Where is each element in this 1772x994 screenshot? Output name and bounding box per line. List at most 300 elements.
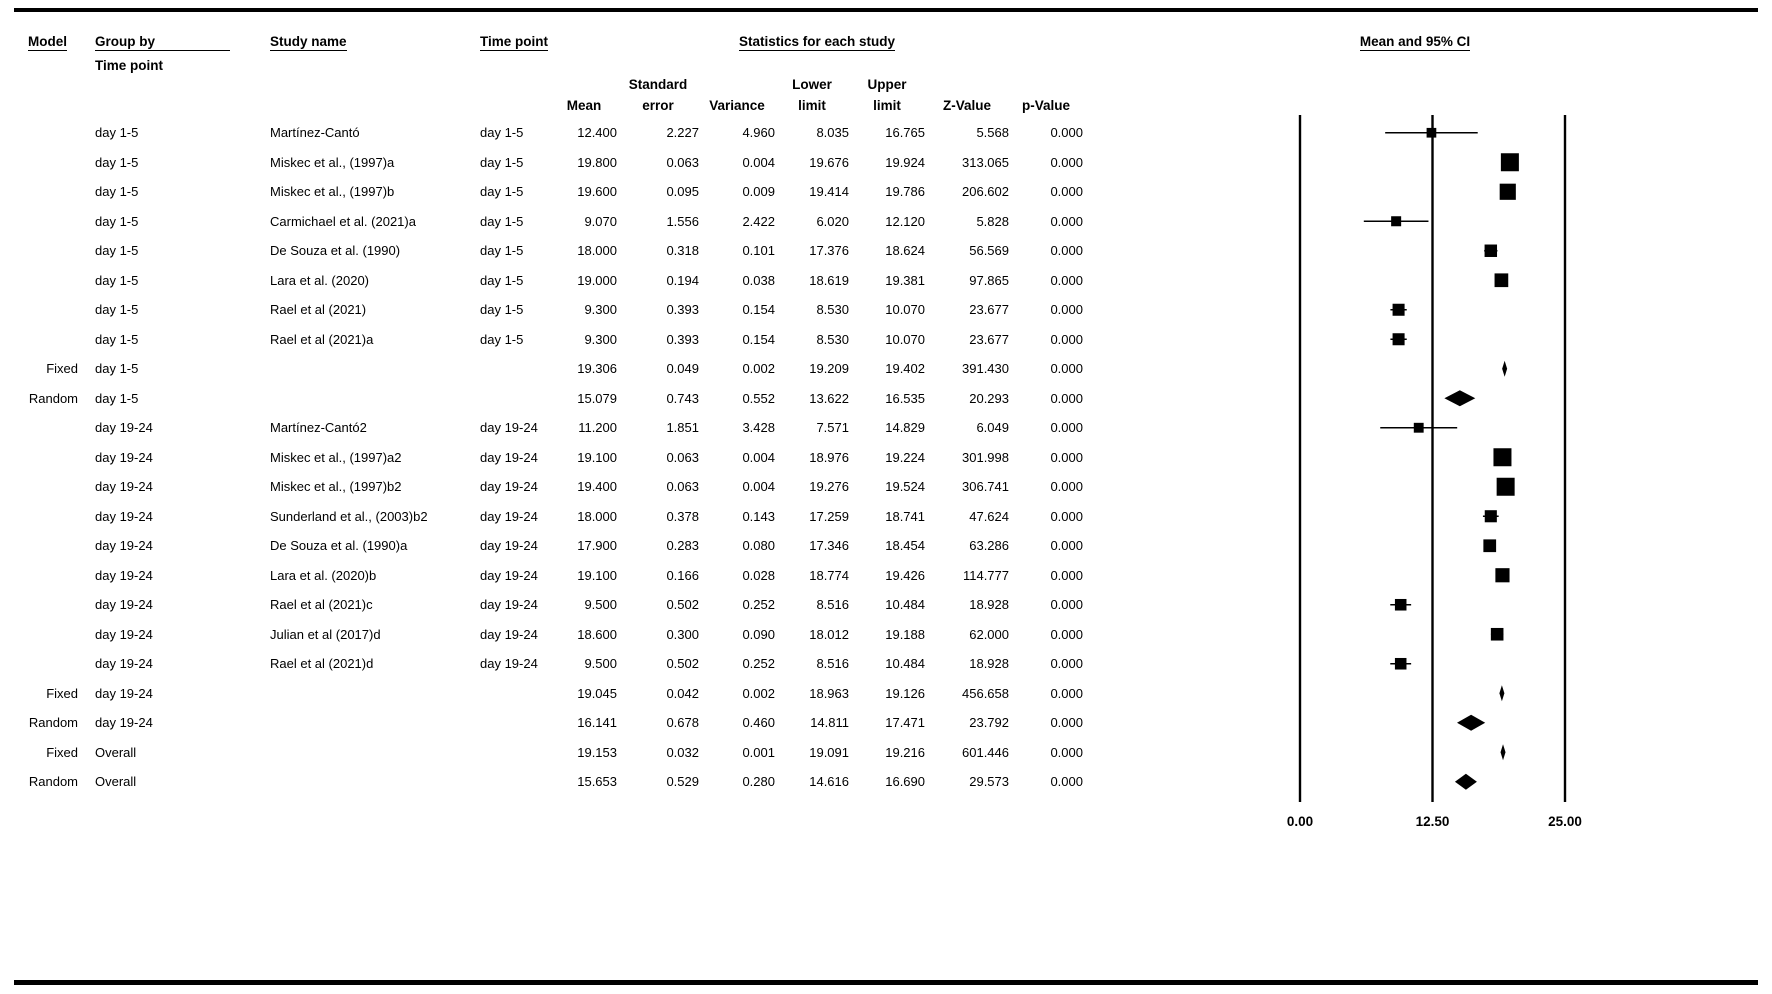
- cell-standard-error: 0.300: [666, 626, 699, 642]
- cell-z-value: 206.602: [962, 184, 1009, 199]
- cell-variance: 0.154: [742, 302, 775, 317]
- cell-z-value: 301.998: [962, 449, 1009, 465]
- bottom-rule: [14, 980, 1758, 985]
- table-row: [0, 207, 1083, 237]
- cell-p-value: 0.000: [1050, 656, 1083, 671]
- cell-lower-limit: 14.616: [809, 774, 849, 789]
- z-value-column-header: [925, 64, 1009, 116]
- cell-group: day 1-5: [95, 390, 139, 406]
- table-row: [0, 738, 1083, 768]
- cell-time: day 1-5: [480, 243, 524, 258]
- cell-lower-limit: 19.276: [809, 479, 849, 494]
- cell-mean: 18.000: [577, 243, 617, 258]
- cell-z-value: 18.928: [969, 597, 1009, 612]
- cell-z-value: 114.777: [962, 567, 1009, 583]
- cell-p-value: 0.000: [1050, 774, 1083, 789]
- forest-plot: [1130, 110, 1750, 850]
- cell-standard-error: 0.095: [666, 184, 699, 199]
- cell-standard-error: 0.318: [666, 243, 699, 258]
- cell-upper-limit: 18.741: [885, 508, 925, 524]
- cell-mean: 19.600: [577, 184, 617, 199]
- table-row: [0, 236, 1083, 266]
- cell-time: [463, 767, 551, 797]
- cell-upper-limit: 12.120: [885, 213, 925, 229]
- cell-study: De Souza et al. (1990): [270, 243, 401, 258]
- standard-error-column-header: [617, 64, 699, 116]
- cell-time: day 1-5: [480, 302, 524, 317]
- cell-p-value: 0.000: [1050, 538, 1083, 553]
- cell-model: [18, 413, 78, 443]
- study-marker: [1391, 216, 1401, 226]
- cell-standard-error: 0.063: [666, 449, 699, 465]
- cell-standard-error: 2.227: [666, 125, 699, 140]
- cell-upper-limit: 18.624: [885, 243, 925, 258]
- cell-group: day 19-24: [95, 449, 153, 465]
- cell-mean: 15.653: [577, 774, 617, 789]
- cell-model: [18, 148, 78, 178]
- cell-variance: 0.252: [742, 597, 775, 612]
- cell-time: day 1-5: [480, 272, 524, 288]
- cell-standard-error: 1.851: [666, 420, 699, 435]
- cell-p-value: 0.000: [1050, 715, 1083, 730]
- cell-standard-error: 0.283: [666, 538, 699, 553]
- table-row: [0, 620, 1083, 650]
- cell-upper-limit: 14.829: [885, 420, 925, 435]
- table-row: [0, 708, 1083, 738]
- cell-standard-error: 0.063: [666, 479, 699, 494]
- standard-error-line2: error: [642, 98, 674, 113]
- pooled-diamond: [1501, 744, 1506, 760]
- cell-study: Lara et al. (2020): [270, 272, 370, 288]
- plot-section-title: Mean and 95% CI: [1359, 34, 1471, 49]
- cell-group: day 1-5: [95, 331, 139, 347]
- p-value-column-header: [1009, 64, 1083, 116]
- cell-standard-error: 0.166: [666, 567, 699, 583]
- cell-upper-limit: 19.786: [885, 184, 925, 199]
- cell-p-value: 0.000: [1050, 420, 1083, 435]
- cell-lower-limit: 18.976: [809, 449, 849, 465]
- cell-study: [253, 354, 463, 384]
- cell-variance: 3.428: [742, 420, 775, 435]
- cell-mean: 19.100: [577, 567, 617, 583]
- cell-model: [18, 502, 78, 532]
- cell-standard-error: 0.678: [666, 715, 699, 730]
- cell-z-value: 47.624: [969, 508, 1009, 524]
- top-rule: [14, 8, 1758, 12]
- cell-p-value: 0.000: [1050, 154, 1083, 170]
- cell-time: day 19-24: [480, 567, 538, 583]
- cell-variance: 0.002: [742, 685, 775, 701]
- cell-variance: 0.001: [742, 744, 775, 760]
- cell-lower-limit: 18.774: [809, 567, 849, 583]
- cell-standard-error: 0.378: [666, 508, 699, 524]
- cell-model: [18, 443, 78, 473]
- cell-standard-error: 0.393: [666, 331, 699, 347]
- study-marker: [1427, 128, 1437, 138]
- cell-study: Rael et al (2021)c: [270, 597, 373, 612]
- cell-lower-limit: 8.035: [816, 125, 849, 140]
- cell-mean: 18.000: [577, 508, 617, 524]
- cell-upper-limit: 19.126: [885, 685, 925, 701]
- cell-z-value: 5.568: [976, 125, 1009, 140]
- cell-standard-error: 0.049: [666, 361, 699, 376]
- pooled-diamond: [1502, 361, 1507, 377]
- cell-z-value: 62.000: [969, 626, 1009, 642]
- cell-study: Sunderland et al., (2003)b2: [270, 508, 428, 524]
- cell-p-value: 0.000: [1050, 390, 1083, 406]
- cell-lower-limit: 17.376: [809, 243, 849, 258]
- cell-mean: 12.400: [577, 125, 617, 140]
- cell-p-value: 0.000: [1050, 331, 1083, 347]
- group-by-header: [95, 34, 230, 51]
- cell-lower-limit: 18.963: [809, 685, 849, 701]
- upper-limit-line1: Upper: [867, 77, 907, 92]
- cell-mean: 19.000: [577, 272, 617, 288]
- cell-variance: 0.004: [742, 154, 775, 170]
- table-row: [0, 443, 1083, 473]
- cell-group: day 1-5: [95, 243, 139, 258]
- table-row: [0, 472, 1083, 502]
- cell-lower-limit: 17.346: [809, 538, 849, 553]
- cell-upper-limit: 19.381: [885, 272, 925, 288]
- cell-z-value: 56.569: [969, 243, 1009, 258]
- cell-group: day 19-24: [95, 685, 153, 701]
- cell-model: [18, 472, 78, 502]
- cell-standard-error: 0.502: [666, 656, 699, 671]
- table-row: [0, 118, 1083, 148]
- cell-upper-limit: 10.484: [885, 597, 925, 612]
- lower-limit-column-header: [775, 64, 849, 116]
- cell-mean: 9.070: [584, 213, 617, 229]
- cell-mean: 9.500: [584, 656, 617, 671]
- cell-time: [463, 679, 551, 709]
- cell-p-value: 0.000: [1050, 744, 1083, 760]
- cell-lower-limit: 19.209: [809, 361, 849, 376]
- study-marker: [1393, 333, 1405, 345]
- cell-z-value: 306.741: [962, 479, 1009, 494]
- study-name-header: [270, 34, 347, 49]
- cell-study: Rael et al (2021)d: [270, 656, 374, 671]
- cell-mean: 9.300: [584, 331, 617, 347]
- cell-study: Miskec et al., (1997)b2: [270, 479, 402, 494]
- cell-variance: 0.080: [742, 538, 775, 553]
- cell-model: [18, 531, 78, 561]
- cell-study: Rael et al (2021)a: [270, 331, 374, 347]
- cell-variance: 0.143: [742, 508, 775, 524]
- cell-upper-limit: 19.224: [885, 449, 925, 465]
- table-row: [0, 325, 1083, 355]
- cell-model: [18, 620, 78, 650]
- pooled-diamond: [1444, 390, 1475, 406]
- cell-time: day 19-24: [480, 508, 538, 524]
- cell-mean: 18.600: [577, 626, 617, 642]
- axis-tick-label: 12.50: [1415, 814, 1450, 829]
- cell-lower-limit: 19.676: [809, 154, 849, 170]
- cell-variance: 0.460: [742, 715, 775, 730]
- upper-limit-line2: limit: [873, 98, 901, 113]
- model-header-label: Model: [28, 34, 67, 49]
- cell-upper-limit: 19.426: [885, 567, 925, 583]
- cell-z-value: 97.865: [969, 272, 1009, 288]
- cell-upper-limit: 19.402: [885, 361, 925, 376]
- cell-lower-limit: 8.516: [816, 597, 849, 612]
- cell-variance: 0.009: [742, 184, 775, 199]
- cell-group: day 19-24: [95, 656, 153, 671]
- cell-mean: 9.300: [584, 302, 617, 317]
- table-row: [0, 767, 1083, 797]
- cell-study: De Souza et al. (1990)a: [270, 538, 408, 553]
- study-marker: [1414, 423, 1424, 433]
- cell-study: [253, 708, 463, 738]
- cell-study: Miskec et al., (1997)a: [270, 154, 395, 170]
- cell-time: day 1-5: [480, 213, 524, 229]
- table-row: [0, 266, 1083, 296]
- cell-time: [463, 354, 551, 384]
- cell-variance: 0.552: [742, 390, 775, 406]
- cell-variance: 0.004: [742, 479, 775, 494]
- cell-p-value: 0.000: [1050, 243, 1083, 258]
- cell-upper-limit: 19.924: [885, 154, 925, 170]
- study-marker: [1483, 539, 1496, 552]
- cell-standard-error: 0.502: [666, 597, 699, 612]
- cell-group: day 1-5: [95, 125, 139, 140]
- cell-variance: 0.004: [742, 449, 775, 465]
- cell-model: Fixed: [46, 685, 78, 701]
- cell-study: Rael et al (2021): [270, 302, 367, 317]
- table-row: [0, 384, 1083, 414]
- cell-variance: 0.280: [742, 774, 775, 789]
- cell-variance: 0.252: [742, 656, 775, 671]
- cell-model: [18, 266, 78, 296]
- table-row: [0, 295, 1083, 325]
- cell-model: [18, 325, 78, 355]
- cell-p-value: 0.000: [1050, 479, 1083, 494]
- table-row: [0, 354, 1083, 384]
- table-row: [0, 148, 1083, 178]
- cell-variance: 0.090: [742, 626, 775, 642]
- cell-p-value: 0.000: [1050, 685, 1083, 701]
- cell-mean: 16.141: [577, 715, 617, 730]
- cell-z-value: 6.049: [976, 420, 1009, 435]
- cell-time: day 1-5: [480, 184, 524, 199]
- cell-p-value: 0.000: [1050, 508, 1083, 524]
- cell-variance: 4.960: [742, 125, 775, 140]
- cell-lower-limit: 14.811: [810, 715, 849, 730]
- cell-model: [18, 118, 78, 148]
- cell-z-value: 456.658: [962, 685, 1009, 701]
- cell-standard-error: 0.743: [666, 390, 699, 406]
- cell-z-value: 23.677: [969, 331, 1009, 347]
- cell-variance: 0.101: [742, 243, 775, 258]
- standard-error-line1: Standard: [628, 77, 688, 92]
- cell-z-value: 5.828: [976, 213, 1009, 229]
- cell-lower-limit: 17.259: [809, 508, 849, 524]
- cell-z-value: 23.792: [969, 715, 1009, 730]
- cell-group: day 1-5: [95, 272, 139, 288]
- pooled-diamond: [1499, 685, 1504, 701]
- cell-upper-limit: 10.070: [885, 331, 925, 347]
- cell-group: day 19-24: [95, 538, 153, 553]
- cell-time: day 19-24: [480, 597, 538, 612]
- cell-upper-limit: 19.524: [885, 479, 925, 494]
- cell-group: Overall: [95, 744, 137, 760]
- cell-upper-limit: 16.765: [885, 125, 925, 140]
- cell-variance: 0.028: [742, 567, 775, 583]
- cell-time: day 19-24: [480, 626, 538, 642]
- cell-variance: 0.002: [742, 361, 775, 376]
- cell-p-value: 0.000: [1050, 597, 1083, 612]
- model-header: [28, 34, 67, 49]
- cell-mean: 11.200: [578, 420, 617, 435]
- cell-lower-limit: 19.414: [809, 184, 849, 199]
- cell-standard-error: 0.032: [666, 744, 699, 760]
- cell-p-value: 0.000: [1050, 449, 1083, 465]
- cell-study: Martínez-Cantó2: [270, 420, 367, 435]
- forest-plot-svg: [1130, 110, 1750, 850]
- study-marker: [1500, 184, 1516, 200]
- cell-lower-limit: 8.516: [816, 656, 849, 671]
- stats-section-header: [551, 34, 1083, 49]
- cell-standard-error: 1.556: [666, 213, 699, 229]
- cell-time: day 1-5: [480, 154, 524, 170]
- cell-model: Fixed: [46, 744, 78, 760]
- cell-mean: 19.800: [577, 154, 617, 170]
- study-marker: [1491, 628, 1504, 641]
- cell-model: [18, 207, 78, 237]
- cell-time: day 19-24: [480, 538, 538, 553]
- table-row: [0, 679, 1083, 709]
- cell-p-value: 0.000: [1050, 567, 1083, 583]
- cell-mean: 9.500: [584, 597, 617, 612]
- cell-study: Martínez-Cantó: [270, 125, 360, 140]
- cell-model: Random: [28, 774, 78, 789]
- study-marker: [1493, 448, 1511, 466]
- cell-mean: 19.100: [577, 449, 617, 465]
- cell-upper-limit: 19.188: [885, 626, 925, 642]
- study-name-header-label: Study name: [270, 34, 347, 49]
- upper-limit-column-header: [849, 64, 925, 116]
- cell-study: Miskec et al., (1997)a2: [270, 449, 402, 465]
- cell-upper-limit: 16.690: [885, 774, 925, 789]
- study-marker: [1497, 478, 1515, 496]
- table-row: [0, 649, 1083, 679]
- cell-z-value: 391.430: [962, 361, 1009, 376]
- variance-column-header: [699, 64, 775, 116]
- study-marker: [1501, 153, 1519, 171]
- cell-mean: 19.045: [577, 685, 617, 701]
- study-marker: [1395, 599, 1407, 611]
- cell-group: day 1-5: [95, 154, 139, 170]
- time-point-header: [480, 34, 548, 49]
- stat-column-headers: [551, 64, 1083, 116]
- mean-column-header: [551, 64, 617, 116]
- cell-group: day 1-5: [95, 302, 139, 317]
- z-value-column-label: Z-Value: [942, 98, 991, 113]
- cell-model: [18, 561, 78, 591]
- mean-column-label: Mean: [566, 98, 602, 113]
- cell-z-value: 29.573: [969, 774, 1009, 789]
- study-marker: [1485, 510, 1497, 522]
- table-row: [0, 177, 1083, 207]
- cell-model: [18, 295, 78, 325]
- cell-model: Fixed: [46, 361, 78, 376]
- cell-p-value: 0.000: [1050, 626, 1083, 642]
- cell-model: Random: [28, 390, 78, 406]
- cell-model: Random: [28, 715, 78, 730]
- cell-lower-limit: 18.012: [809, 626, 849, 642]
- cell-mean: 15.079: [577, 390, 617, 406]
- study-marker: [1495, 568, 1509, 582]
- table-row: [0, 502, 1083, 532]
- lower-limit-line1: Lower: [792, 77, 832, 92]
- cell-lower-limit: 7.571: [816, 420, 849, 435]
- cell-lower-limit: 8.530: [816, 331, 849, 347]
- cell-upper-limit: 17.471: [885, 715, 925, 730]
- cell-group: day 19-24: [95, 420, 153, 435]
- cell-time: day 1-5: [480, 125, 524, 140]
- cell-p-value: 0.000: [1050, 125, 1083, 140]
- cell-study: Lara et al. (2020)b: [270, 567, 377, 583]
- cell-model: [18, 590, 78, 620]
- cell-z-value: 313.065: [962, 154, 1009, 170]
- cell-study: Miskec et al., (1997)b: [270, 184, 395, 199]
- group-variable-label: Time point: [95, 58, 164, 73]
- cell-study: [253, 384, 463, 414]
- stats-section-title: Statistics for each study: [738, 34, 896, 49]
- cell-z-value: 601.446: [962, 744, 1009, 760]
- cell-standard-error: 0.063: [666, 154, 699, 170]
- pooled-diamond: [1455, 774, 1477, 790]
- cell-variance: 2.422: [742, 213, 775, 229]
- cell-time: [463, 708, 551, 738]
- cell-group: day 1-5: [95, 213, 139, 229]
- study-marker: [1485, 245, 1497, 257]
- cell-study: [253, 767, 463, 797]
- cell-z-value: 18.928: [969, 656, 1009, 671]
- cell-variance: 0.038: [742, 272, 775, 288]
- cell-mean: 17.900: [577, 538, 617, 553]
- cell-group: day 19-24: [95, 715, 153, 730]
- cell-variance: 0.154: [742, 331, 775, 347]
- cell-z-value: 20.293: [969, 390, 1009, 406]
- cell-group: day 19-24: [95, 626, 153, 642]
- cell-upper-limit: 18.454: [885, 538, 925, 553]
- cell-study: [253, 738, 463, 768]
- cell-time: day 1-5: [480, 331, 524, 347]
- cell-group: day 1-5: [95, 184, 139, 199]
- cell-group: day 19-24: [95, 597, 153, 612]
- cell-time: day 19-24: [480, 449, 538, 465]
- cell-group: day 19-24: [95, 508, 153, 524]
- cell-time: [463, 384, 551, 414]
- axis-tick-label: 25.00: [1548, 814, 1582, 829]
- pooled-diamond: [1457, 715, 1485, 731]
- cell-group: Overall: [95, 774, 137, 789]
- cell-time: day 19-24: [480, 656, 538, 671]
- study-marker: [1495, 273, 1509, 287]
- study-marker: [1395, 658, 1407, 670]
- variance-column-label: Variance: [709, 98, 765, 113]
- cell-time: day 19-24: [480, 479, 538, 494]
- cell-standard-error: 0.042: [666, 685, 699, 701]
- cell-p-value: 0.000: [1050, 213, 1083, 229]
- cell-standard-error: 0.529: [666, 774, 699, 789]
- table-row: [0, 531, 1083, 561]
- axis-tick-label: 0.00: [1286, 814, 1314, 829]
- cell-study: Julian et al (2017)d: [270, 626, 381, 642]
- cell-lower-limit: 19.091: [809, 744, 849, 760]
- cell-z-value: 63.286: [969, 538, 1009, 553]
